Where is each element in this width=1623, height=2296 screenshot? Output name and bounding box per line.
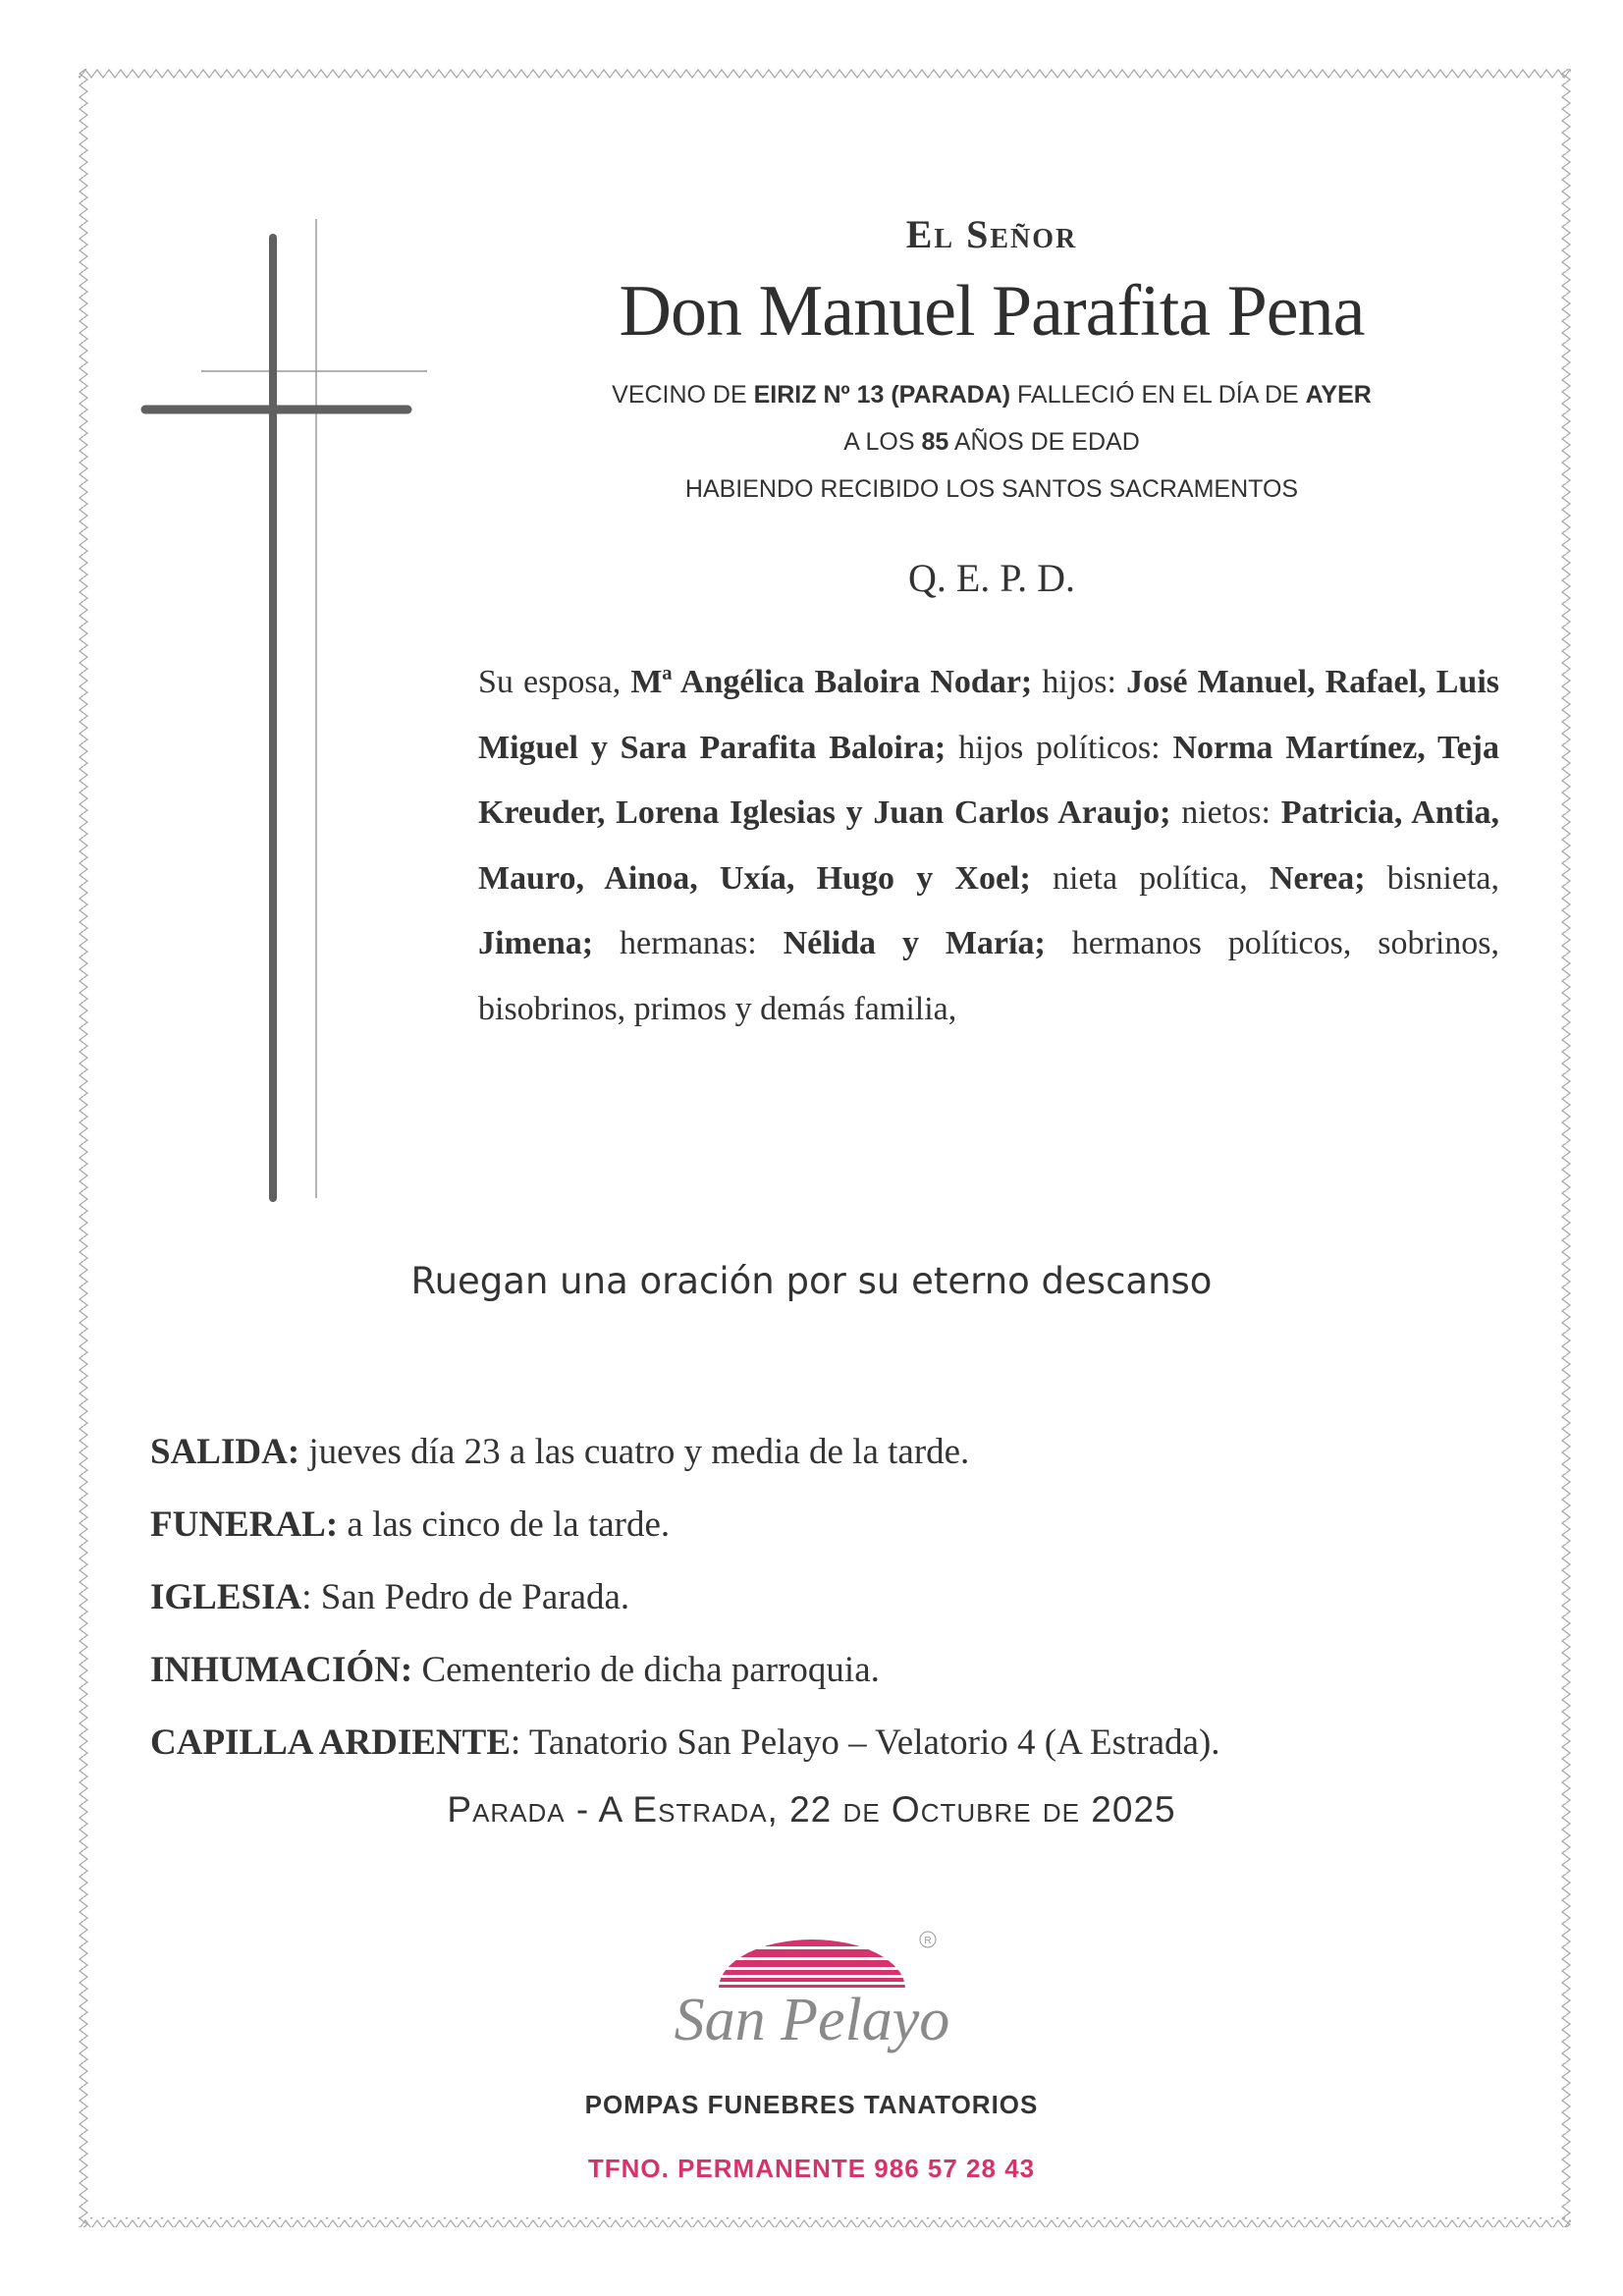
logo-text: San Pelayo	[674, 1987, 950, 2053]
detail-iglesia	[150, 1561, 1525, 1634]
family-text: hermanas:	[593, 925, 784, 961]
family-text: nieta política,	[1030, 859, 1270, 897]
family-name: Nélida y María;	[783, 925, 1046, 961]
detail-label: IGLESIA	[150, 1577, 302, 1617]
company-tagline: POMPAS FUNEBRES TANATORIOS	[584, 2090, 1039, 2119]
info-line-2	[550, 428, 1434, 457]
info-text: FALLECIÓ EN EL DÍA DE	[1010, 381, 1306, 409]
detail-value: a las cinco de la tarde.	[338, 1504, 671, 1545]
family-text: hermanos políticos, sobrinos, bisobrinos, primos y demás familia,	[478, 925, 1499, 1027]
family-text: hijos políticos:	[946, 729, 1173, 766]
san-pelayo-logo	[668, 1920, 962, 2067]
family-text: nietos:	[1170, 794, 1281, 831]
registered-mark: R	[924, 1936, 932, 1946]
dateline: Parada - A Estrada, 22 de Octubre de 2025	[447, 1789, 1176, 1830]
family-name: Patricia, Antia, Mauro, Ainoa, Uxía, Hugo y Xoel;	[478, 794, 1499, 897]
family-name: Nerea;	[1269, 859, 1366, 897]
family-text: Su esposa,	[478, 664, 631, 700]
name-prefix: El Señor	[905, 212, 1078, 256]
family-name: Norma Martínez, Teja Kreuder, Lorena Iglesias y Juan Carlos Araujo;	[478, 729, 1499, 831]
detail-label: CAPILLA ARDIENTE	[150, 1722, 512, 1763]
company-phone: TFNO. PERMANENTE 986 57 28 43	[587, 2154, 1036, 2183]
family-name: José Manuel, Rafael, Luis Miguel y Sara Parafita Baloira;	[478, 664, 1499, 766]
family-text: bisnieta,	[1365, 859, 1499, 897]
deceased-name: Don Manuel Parafita Pena	[619, 271, 1365, 352]
info-line-1	[550, 381, 1434, 410]
detail-value: Cementerio de dicha parroquia.	[412, 1650, 880, 1690]
detail-inhumacion	[150, 1634, 1525, 1707]
ceremony-details	[150, 1416, 1525, 1779]
detail-capilla	[150, 1707, 1525, 1779]
info-text: AÑOS DE EDAD	[948, 428, 1140, 456]
family-name: Jimena;	[478, 925, 594, 961]
cross-icon	[128, 216, 442, 1218]
info-day: AYER	[1305, 381, 1372, 409]
prayer-line: Ruegan una oración por su eterno descanso	[410, 1260, 1213, 1302]
family-name: Mª Angélica Baloira Nodar;	[630, 664, 1033, 700]
detail-value: jueves día 23 a las cuatro y media de la tarde.	[299, 1432, 970, 1472]
info-text: A LOS	[843, 428, 922, 456]
detail-label: INHUMACIÓN:	[150, 1650, 413, 1690]
detail-salida	[150, 1416, 1525, 1489]
family-text: hijos:	[1032, 664, 1127, 700]
detail-funeral	[150, 1489, 1525, 1561]
detail-label: FUNERAL:	[150, 1504, 339, 1545]
info-text: VECINO DE	[612, 381, 754, 409]
detail-label: SALIDA:	[150, 1432, 300, 1472]
info-age: 85	[921, 428, 949, 456]
detail-value: : Tanatorio San Pelayo – Velatorio 4 (A Estrada).	[511, 1722, 1220, 1763]
info-line-3: HABIENDO RECIBIDO LOS SANTOS SACRAMENTOS	[684, 475, 1299, 503]
family-paragraph	[478, 650, 1499, 1042]
info-address: EIRIZ Nº 13 (PARADA)	[753, 381, 1011, 409]
detail-value: : San Pedro de Parada.	[301, 1577, 630, 1617]
qepd: Q. E. P. D.	[907, 556, 1076, 600]
